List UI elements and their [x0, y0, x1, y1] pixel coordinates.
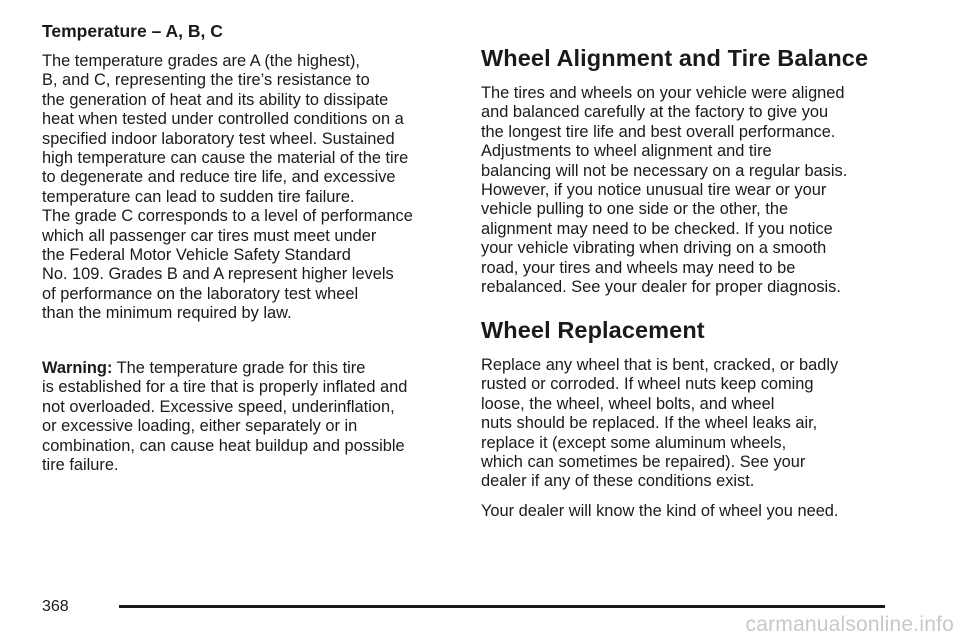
warning-first-text: The temperature grade for this tire: [116, 359, 366, 377]
text-line: which all passenger car tires must meet under: [42, 226, 377, 245]
text-line: specified indoor laboratory test wheel. Sustained: [42, 129, 395, 148]
text-line: rusted or corroded. If wheel nuts keep coming: [481, 375, 814, 394]
text-line: The grade C corresponds to a level of performance: [42, 207, 413, 226]
dealer-paragraph: [481, 502, 838, 521]
text-line: Adjustments to wheel alignment and tire: [481, 142, 772, 161]
text-line: balancing will not be necessary on a regular basis.: [481, 161, 848, 180]
page-number: 368: [42, 598, 69, 615]
wheel-replacement-paragraph: [481, 356, 838, 492]
text-line: your vehicle vibrating when driving on a smooth: [481, 239, 827, 258]
wheel-alignment-heading: Wheel Alignment and Tire Balance: [481, 45, 869, 71]
text-line: The temperature grades are A (the highest),: [42, 52, 360, 70]
text-line: the longest tire life and best overall performance.: [481, 122, 836, 141]
warning-first-line: [42, 359, 407, 378]
text-line: B, and C, representing the tire’s resistance to: [42, 71, 370, 90]
text-line: temperature can lead to sudden tire failure.: [42, 187, 355, 206]
text-line: replace it (except some aluminum wheels,: [481, 433, 787, 452]
text-line: not overloaded. Excessive speed, underinflation,: [42, 397, 395, 416]
text-line: than the minimum required by law.: [42, 304, 292, 323]
text-line: The tires and wheels on your vehicle were aligned: [481, 84, 845, 102]
wheel-alignment-paragraph: [481, 84, 847, 297]
text-line: No. 109. Grades B and A represent higher levels: [42, 265, 394, 284]
temperature-subheading: Temperature – A, B, C: [42, 21, 223, 41]
text-line: to degenerate and reduce tire life, and excessive: [42, 168, 396, 187]
text-line: high temperature can cause the material of the tire: [42, 149, 409, 168]
watermark: carmanualsonline.info: [745, 613, 954, 636]
text-line: which can sometimes be repaired). See your: [481, 453, 806, 472]
text-line: Your dealer will know the kind of wheel you need.: [481, 502, 839, 520]
text-line: the Federal Motor Vehicle Safety Standard: [42, 246, 351, 265]
text-line: of performance on the laboratory test wheel: [42, 284, 359, 303]
text-line: However, if you notice unusual tire wear or your: [481, 181, 827, 200]
text-line: loose, the wheel, wheel bolts, and wheel: [481, 394, 775, 413]
text-line: or excessive loading, either separately or in: [42, 417, 358, 436]
text-line: heat when tested under controlled conditions on a: [42, 110, 404, 129]
text-line: dealer if any of these conditions exist.: [481, 472, 755, 491]
text-line: and balanced carefully at the factory to give you: [481, 103, 829, 122]
temperature-paragraph: [42, 52, 413, 324]
warning-paragraph: [42, 359, 407, 475]
text-line: nuts should be replaced. If the wheel leaks air,: [481, 414, 818, 433]
footer-rule: [119, 605, 885, 608]
text-line: road, your tires and wheels may need to be: [481, 258, 796, 277]
text-line: is established for a tire that is properly inflated and: [42, 378, 408, 397]
text-line: Replace any wheel that is bent, cracked, or badly: [481, 356, 839, 374]
wheel-replacement-heading: Wheel Replacement: [481, 317, 705, 343]
text-line: tire failure.: [42, 456, 119, 475]
warning-label: Warning:: [42, 359, 113, 377]
text-line: vehicle pulling to one side or the other, the: [481, 200, 789, 219]
text-line: the generation of heat and its ability to dissipate: [42, 90, 389, 109]
text-line: alignment may need to be checked. If you notice: [481, 219, 833, 238]
text-line: combination, can cause heat buildup and possible: [42, 436, 405, 455]
text-line: rebalanced. See your dealer for proper diagnosis.: [481, 278, 841, 297]
